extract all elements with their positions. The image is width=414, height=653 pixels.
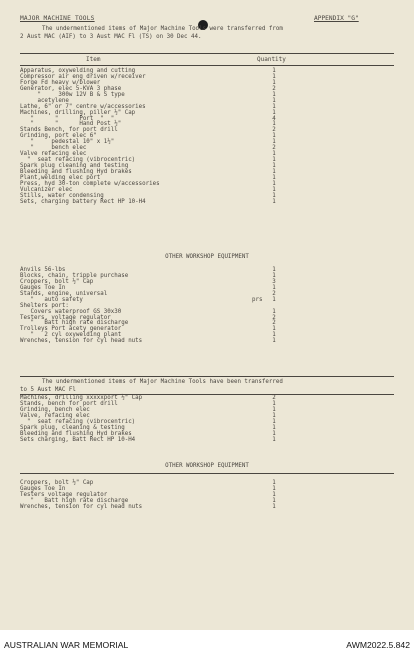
divider (20, 53, 394, 54)
intro-1-line-2: 2 Aust MAC (AIF) to 3 Aust MAC Fl (TS) on 30 Dec 44. (20, 34, 202, 41)
item-quantity: 2 (272, 395, 276, 401)
item-quantity: 1 (272, 133, 276, 140)
item-name: " 2 cyl oxywelding plant (20, 332, 122, 339)
item-quantity: 1 (272, 198, 276, 205)
item-quantity: 1 (272, 308, 276, 315)
intro-paragraph-1 (20, 25, 400, 42)
item-quantity: 1 (272, 103, 276, 110)
item-name: Stands Bench, for port drill (20, 127, 118, 134)
item-name: Machines, drilling, piller ½" Cap (20, 109, 136, 116)
item-quantity: 2 (272, 320, 276, 327)
item-quantity: 1 (272, 326, 276, 333)
item-name: Press, hyd 30-ton complete w/accessories (20, 180, 160, 187)
item-quantity: 1 (272, 332, 276, 339)
item-quantity: 1 (272, 180, 276, 187)
item-quantity: 2 (272, 85, 276, 92)
column-header-item: Item (86, 56, 101, 63)
item-quantity: 1 (272, 168, 276, 175)
item-name: " auto safety (20, 296, 83, 303)
item-quantity: 1 (272, 109, 276, 116)
archive-footer (0, 630, 414, 653)
item-name: Covers waterproof GS 30x30 (20, 308, 122, 315)
item-name: Bleeding and flushing Hyd brakes (20, 168, 132, 175)
item-name: Croppers, bolt ½" Cap (20, 278, 94, 285)
item-name: Generator, elec 5-KVA 3 phase (20, 85, 122, 92)
column-header-quantity: Quantity (257, 56, 286, 63)
item-name: Testers, voltage regulator (20, 314, 111, 321)
workshop-equipment-list (20, 268, 400, 345)
intro-paragraph-2 (20, 378, 400, 395)
item-quantity: 2 (272, 127, 276, 134)
item-name: " " Hand Post ½" (20, 121, 122, 128)
item-name: Croppers, bolt ½" Cap (20, 480, 94, 486)
item-quantity: 1 (272, 272, 276, 279)
item-quantity: 1 (272, 406, 276, 413)
item-quantity: 2 (272, 290, 276, 297)
item-name: " Batt high rate discharge (20, 497, 129, 504)
item-name: Forge Fd heavy w/blower (20, 79, 101, 86)
item-name: Spark plug cleaning and testing (20, 163, 129, 169)
item-name: Valve, refacing elec (20, 412, 90, 419)
transferred-equipment-list (20, 481, 400, 511)
section-heading (0, 254, 414, 260)
item-name: Shelters port: (20, 302, 69, 309)
section-heading-text: OTHER WORKSHOP EQUIPMENT (165, 254, 249, 260)
item-quantity: 1 (272, 436, 276, 443)
item-quantity: 1 (272, 497, 276, 504)
divider (20, 65, 394, 66)
item-name: Apparatus, oxywelding and cutting (20, 68, 136, 74)
list-item (20, 438, 400, 444)
item-name: Wrenches, tension for cyl head nuts (20, 503, 143, 510)
item-name: Grinding, port elec 6" (20, 133, 97, 140)
item-name: Trolleys Port acety generator (20, 326, 122, 333)
item-quantity: 1 (272, 400, 276, 407)
section-heading (0, 463, 414, 469)
item-name: Wrenches, tension for cyl head nuts (20, 338, 143, 345)
divider (20, 376, 394, 377)
transferred-tools-list (20, 396, 400, 444)
item-quantity: 1 (272, 73, 276, 80)
item-name: " 300w 12V B & S type (20, 91, 125, 98)
item-quantity: 1 (272, 418, 276, 425)
item-name: " bench elec (20, 145, 87, 152)
item-quantity: 1 (272, 192, 276, 199)
item-name: " seat refacing (vibrocentric) (20, 418, 136, 425)
item-quantity: 1 (272, 503, 276, 510)
item-quantity: 1 (272, 151, 276, 158)
appendix-label: APPENDIX "G" (314, 15, 359, 22)
item-name: Valve refacing elec (20, 151, 87, 158)
item-name: Testers voltage regulator (20, 491, 108, 498)
item-name: Spark plug, cleaning & testing (20, 424, 125, 431)
item-name: Stands, engine, universal (20, 290, 108, 297)
item-name: " " Port " " (20, 115, 115, 122)
item-quantity: 1 (272, 284, 276, 291)
section-heading-text: OTHER WORKSHOP EQUIPMENT (165, 463, 249, 469)
item-name: Gauges Toe In (20, 485, 66, 492)
item-name: acetylene (20, 97, 69, 104)
item-name: Gauges Toe In (20, 284, 66, 291)
item-name: Stands, bench for port drill (20, 400, 118, 407)
item-unit: prs (252, 296, 263, 303)
item-quantity: 1 (272, 68, 276, 74)
item-quantity: 4 (272, 115, 276, 122)
intro-2-line-1: The undermentioned items of Major Machine Tools have been transferred (42, 379, 283, 385)
item-quantity: 1 (272, 79, 276, 86)
item-name: Machines, drilling xxxxxport ½" Cap (20, 395, 143, 401)
item-name: Vulcanizer elec (20, 186, 73, 193)
item-quantity: 1 (272, 174, 276, 181)
item-quantity: 1 (272, 296, 276, 303)
list-item (20, 339, 400, 345)
item-name: Anvils 56-lbs (20, 267, 66, 273)
item-quantity: 1 (272, 412, 276, 419)
item-quantity: 1 (272, 121, 276, 128)
item-quantity: 1 (272, 267, 276, 273)
item-quantity: 1 (272, 186, 276, 193)
item-name: Blocks, chain, tripple purchase (20, 272, 129, 279)
item-name: Compressor air eng driven w/receiver (20, 73, 146, 80)
item-quantity: 1 (272, 97, 276, 104)
intro-1-line-1: The undermentioned items of Major Machine Tools were transferred from (42, 26, 283, 32)
item-quantity: 1 (272, 338, 276, 345)
item-quantity: 1 (272, 430, 276, 437)
item-name: Bleeding and flushing Hyd brakes (20, 430, 132, 437)
archive-reference: AWM2022.5.842 (346, 640, 410, 650)
item-quantity: 1 (272, 163, 276, 169)
list-item (20, 200, 400, 206)
item-quantity: 1 (272, 491, 276, 498)
item-name: " seat refacing (vibrocentric) (20, 157, 136, 164)
item-quantity: 1 (272, 480, 276, 486)
item-name: Stills, water condensing (20, 192, 104, 199)
item-name: " Batt high rate discharge (20, 320, 129, 327)
item-quantity: 1 (272, 139, 276, 146)
item-quantity: 2 (272, 145, 276, 152)
item-name: Sets charging, Batt Rect HP 10-H4 (20, 436, 136, 443)
item-quantity: 2 (272, 314, 276, 321)
item-quantity: 1 (272, 91, 276, 98)
list-item (20, 505, 400, 511)
document-heading: MAJOR MACHINE TOOLS (20, 15, 95, 22)
item-name: Plant,welding elec port (20, 174, 101, 181)
intro-2-line-2: to 5 Aust MAC Fl (20, 387, 76, 394)
item-name: Lathe, 6" or 7" centre w/accessories (20, 103, 146, 110)
item-name: Grinding, bench elec (20, 406, 90, 413)
item-name: Sets, charging battery Rect HP 10-H4 (20, 198, 146, 205)
item-quantity: 1 (272, 485, 276, 492)
item-name: " pedestal 10" x 1½" (20, 139, 115, 146)
item-quantity: 1 (272, 157, 276, 164)
major-tools-list (20, 69, 400, 206)
divider (20, 473, 394, 474)
item-quantity: 1 (272, 424, 276, 431)
archive-name: AUSTRALIAN WAR MEMORIAL (4, 640, 129, 650)
item-quantity: 3 (272, 278, 276, 285)
